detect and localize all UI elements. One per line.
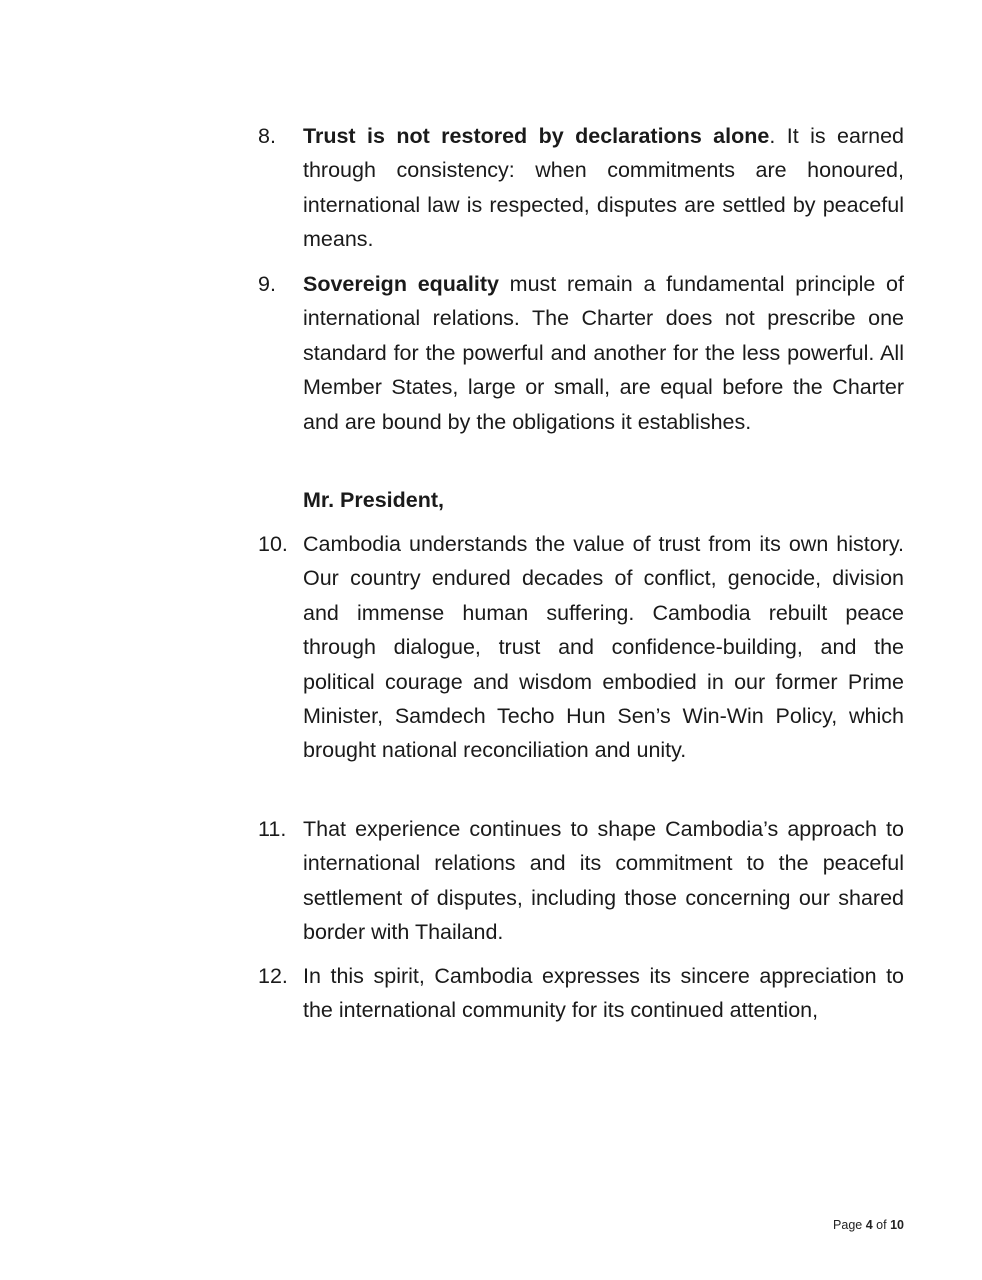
paragraph-8 <box>258 119 904 257</box>
paragraph-text: In this spirit, Cambodia expresses its sincere appreciation to the international community for its continued attention, <box>303 964 904 1023</box>
current-page: 4 <box>865 1218 873 1232</box>
paragraph-10 <box>258 527 904 768</box>
paragraph-body <box>303 812 904 950</box>
paragraph-9 <box>258 267 904 439</box>
paragraph-number: 9. <box>258 272 276 296</box>
page-number-footer <box>833 1216 904 1234</box>
paragraph-12 <box>258 959 904 1028</box>
of-word: of <box>876 1218 887 1232</box>
paragraph-bold-lead: Trust is not restored by declarations alone <box>303 124 770 148</box>
paragraph-11 <box>258 812 904 950</box>
paragraph-body <box>303 267 904 439</box>
paragraph-text: must remain a fundamental principle of international relations. The Charter does not prescribe one standard for the powerful and another for the less powerful. All Member States, large or small, are equal before the Charter and are bound by the obligations it establishes. <box>303 272 904 434</box>
paragraph-text: That experience continues to shape Cambodia’s approach to international relations and its commitment to the peaceful settlement of disputes, including those concerning our shared border with Thailand. <box>303 817 904 945</box>
total-pages: 10 <box>890 1218 904 1232</box>
salutation-heading: Mr. President, <box>303 488 444 512</box>
paragraph-body <box>303 527 904 768</box>
paragraph-body <box>303 959 904 1028</box>
paragraph-number: 11. <box>258 817 287 841</box>
paragraph-number: 12. <box>258 964 288 988</box>
paragraph-text: . It is earned through consistency: when commitments are honoured, international law is respected, disputes are settled by peaceful means. <box>303 124 904 252</box>
paragraph-bold-lead: Sovereign equality <box>303 272 499 296</box>
paragraph-number: 10. <box>258 532 288 556</box>
paragraph-text: Cambodia understands the value of trust from its own history. Our country endured decades of conflict, genocide, division and immense human suffering. Cambodia rebuilt peace through dialogue, trust and confidence-building, and the political courage and wisdom embodied in our former Prime Minister, Samdech Techo Hun Sen’s Win-Win Policy, which brought national reconciliation and unity. <box>303 532 904 763</box>
page-word: Page <box>833 1218 863 1232</box>
paragraph-body <box>303 119 904 257</box>
paragraph-number: 8. <box>258 124 276 148</box>
